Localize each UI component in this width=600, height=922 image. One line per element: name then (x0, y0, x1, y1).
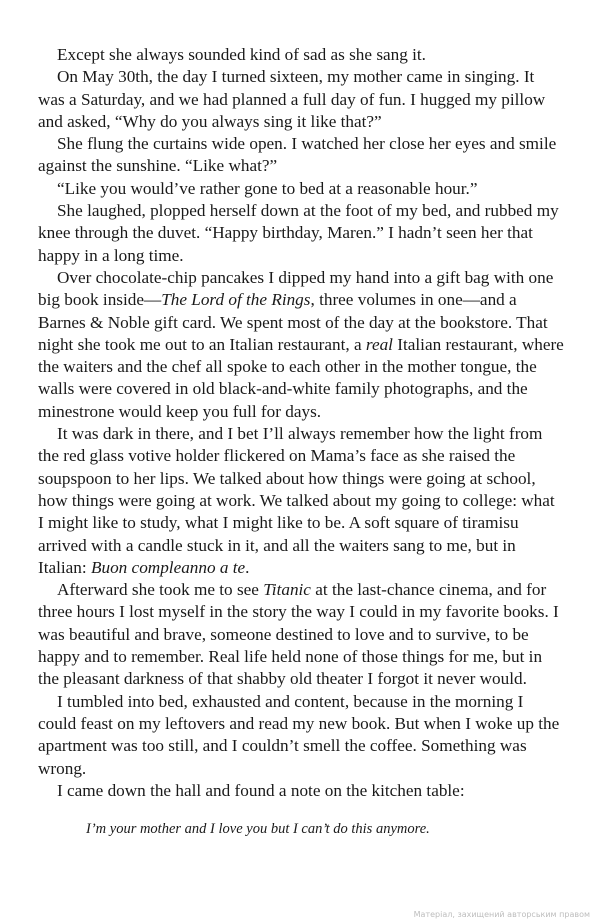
copyright-watermark: Матеріал, захищений авторським правом (413, 910, 590, 919)
text-run: at the last-chance cinema, and for three hours I lost myself in the story the way I could in my favorite books. I was beautiful and brave, someone destined to love and to survive, to be happy and to remember. Real life held none of those things for me, but in the pleasant darkness of that shabby old theater I forgot it never would. (38, 580, 559, 689)
italic-run: real (365, 334, 393, 354)
text-run: I came down the hall and found a note on the kitchen table: (57, 780, 465, 800)
paragraph (38, 200, 564, 267)
paragraph (38, 267, 564, 423)
text-run: Italian restaurant, where the waiters and the chef all spoke to each other in the mother tongue, the walls were covered in old black-and-white family photographs, and the minestrone would keep you full for days. (38, 334, 564, 421)
italic-run: The Lord of the Rings (161, 290, 311, 310)
text-run: “Like you would’ve rather gone to bed at a reasonable hour.” (57, 178, 478, 198)
text-run: On May 30th, the day I turned sixteen, my mother came in singing. It was a Saturday, and we had planned a full day of fun. I hugged my pillow and asked, “Why do you always sing it like that?” (38, 67, 546, 131)
italic-run: Titanic (263, 580, 311, 600)
text-run: She laughed, plopped herself down at the foot of my bed, and rubbed my knee through the duvet. “Happy birthday, Maren.” I hadn’t seen her that happy in a long time. (38, 201, 559, 265)
paragraph (38, 780, 564, 802)
paragraph (38, 178, 564, 200)
text-run: She flung the curtains wide open. I watched her close her eyes and smile against the sunshine. “Like what?” (38, 134, 557, 176)
note-quote: I’m your mother and I love you but I can’t do this anymore. (86, 821, 430, 838)
paragraph (38, 44, 564, 66)
text-run: Except she always sounded kind of sad as she sang it. (57, 45, 426, 64)
text-run: It was dark in there, and I bet I’ll always remember how the light from the red glass votive holder flickered on Mama’s face as she raised the soupspoon to her lips. We talked about how things were going at school, how things were going at work. We talked about my going to college: what I might like to study, what I might like to be. A soft square of tiramisu arrived with a candle stuck in it, and all the waiters sang to me, but in Italian: (38, 424, 555, 577)
text-run: Afterward she took me to see (57, 580, 264, 600)
paragraph (38, 133, 564, 178)
text-run: , three volumes in one—and a Barnes & Noble gift card. We spent most of the day at the bookstore. That night she took me out to an Italian restaurant, a (38, 290, 548, 354)
text-run: Over chocolate-chip pancakes I dipped my hand into a gift bag with one big book inside— (38, 267, 554, 310)
text-run: . (245, 557, 250, 577)
paragraph (38, 66, 564, 133)
paragraph (38, 579, 564, 690)
paragraph (38, 691, 564, 780)
paragraph (38, 423, 564, 579)
body-text (38, 44, 564, 802)
text-run: I tumbled into bed, exhausted and content, because in the morning I could feast on my leftovers and read my new book. But when I woke up the apartment was too still, and I couldn’t smell the coffee. Something was wrong. (38, 691, 560, 778)
italic-run: Buon compleanno a te (90, 557, 246, 577)
